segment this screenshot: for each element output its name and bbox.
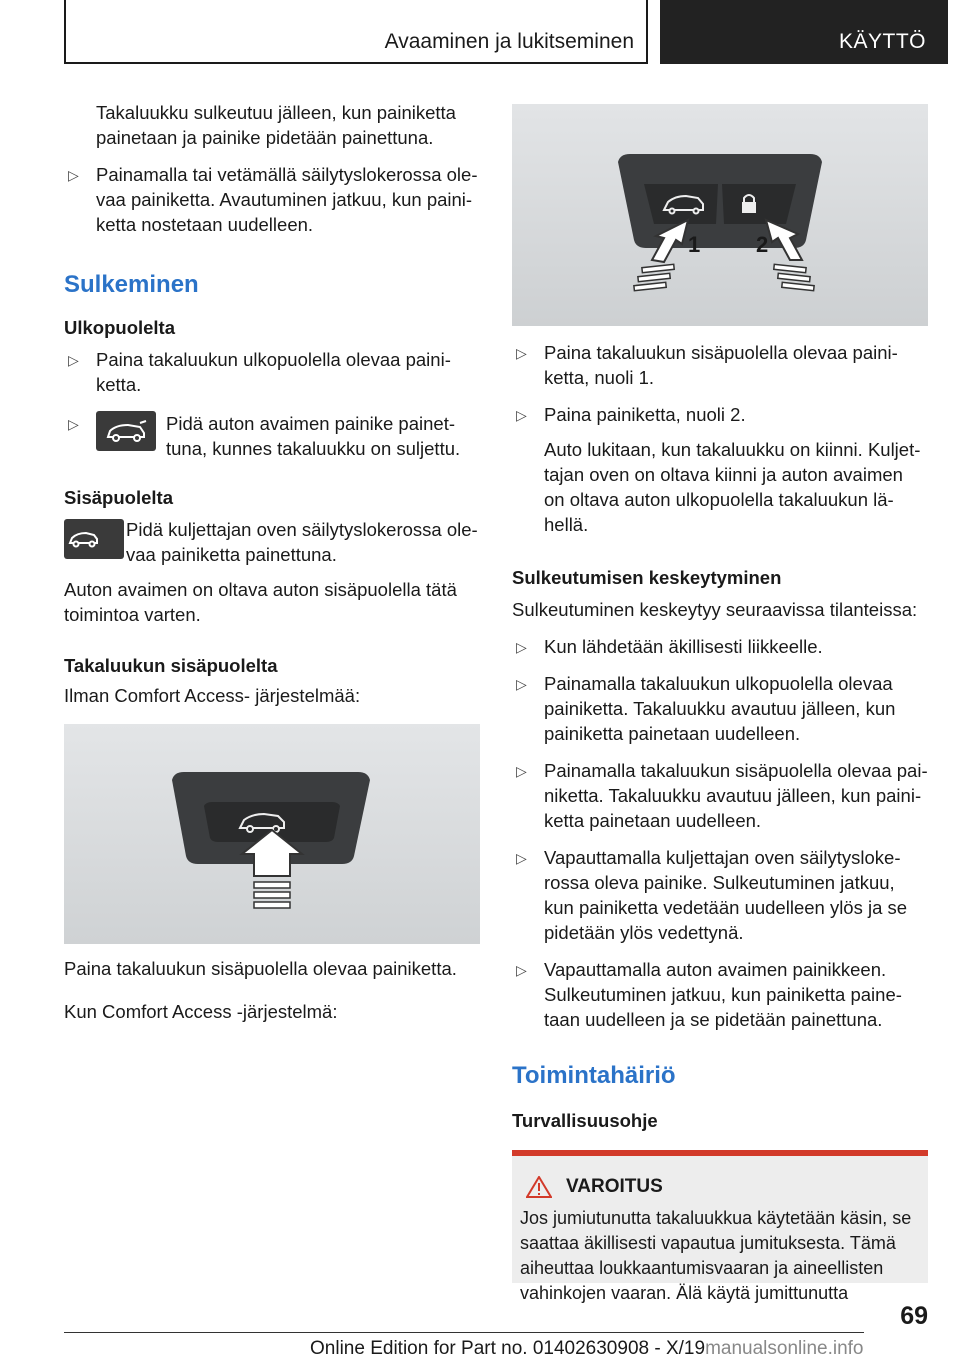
- header-chapter-title: KÄYTTÖ: [838, 30, 926, 53]
- triangle-bullet-icon: ▷: [516, 639, 527, 655]
- page-number: 69: [900, 1302, 928, 1330]
- warning-text: Jos jumiutunutta takaluukkua käytetään käsin, se saattaa äkillisesti vapautua jumituksesta. Tämä aiheuttaa loukkaantumisvaaran ja aineellisten vahinkojen vaaran. Älä käytä jumittunutta: [520, 1208, 912, 1303]
- header-section-title: Avaaminen ja lukitseminen: [384, 30, 634, 53]
- triangle-bullet-icon: ▷: [516, 345, 527, 361]
- triangle-bullet-icon: ▷: [68, 167, 79, 183]
- list-item: ▷ Paina painiketta, nuoli 2.: [512, 402, 928, 427]
- inside-note: Auton avaimen on oltava auton sisäpuolella tätä toimintoa varten.: [64, 579, 457, 625]
- right-column: [512, 104, 928, 1303]
- footer-watermark: manualsonline.info: [705, 1338, 864, 1359]
- warning-title: VAROITUS: [566, 1176, 663, 1197]
- triangle-bullet-icon: ▷: [516, 407, 527, 423]
- interrupt-intro: Sulkeutuminen keskeytyy seuraavissa tilanteissa:: [512, 599, 918, 620]
- car-trunk-button-icon: [64, 519, 124, 559]
- subheading-outside: Ulkopuolelta: [64, 317, 176, 338]
- tailgate-lock-buttons-photo: [512, 104, 928, 326]
- list-item: ▷ Painamalla takaluukun sisäpuolella olevaa painiketta. Takaluukku avautuu jälleen, kun painiketta painetaan uudelleen.: [516, 760, 928, 831]
- list-item: ▷ Painamalla takaluukun ulkopuolella olevaa painiketta. Takaluukku avautuu jälleen, kun painiketta painetaan uudelleen.: [516, 673, 896, 744]
- arrow-number-1: 1: [688, 232, 701, 257]
- with-comfort-access: Kun Comfort Access -järjestelmä:: [64, 1001, 338, 1022]
- subheading-inside: Sisäpuolelta: [64, 487, 173, 508]
- warning-box: [512, 1150, 928, 1303]
- without-comfort-access: Ilman Comfort Access- järjestelmää:: [64, 685, 361, 706]
- car-trunk-key-icon: [96, 411, 156, 451]
- list-item: ▷ Painamalla tai vetämällä säilytyslokerossa olevaa painiketta. Avautuminen jatkuu, kun painiketta nostetaan uudelleen.: [68, 164, 478, 235]
- list-item: ▷ Pidä auton avaimen painike painettuna, kunnes takaluukku on suljettu.: [68, 413, 461, 459]
- footer-edition: Online Edition for Part no. 01402630908 - X/19manualsonline.info: [310, 1338, 864, 1359]
- section-heading-malfunction: Toimintahäiriö: [512, 1062, 676, 1089]
- footer-divider: [64, 1332, 864, 1333]
- list-item: ▷ Vapauttamalla auton avaimen painikkeen. Sulkeutuminen jatkuu, kun painiketta painetaan uudelleen ja se pidetään painettuna.: [516, 959, 902, 1030]
- subheading-tailgate-inside: Takaluukun sisäpuolelta: [64, 655, 278, 676]
- triangle-bullet-icon: ▷: [68, 352, 79, 368]
- list-item: ▷ Kun lähdetään äkillisesti liikkeelle.: [512, 634, 928, 659]
- triangle-bullet-icon: ▷: [516, 962, 527, 978]
- section-heading-closing: Sulkeminen: [64, 271, 199, 298]
- intro-continuation: Takaluukku sulkeutuu jälleen, kun painiketta painetaan ja painike pidetään painettuna.: [96, 102, 456, 148]
- warning-triangle-icon: [526, 1176, 552, 1198]
- left-column: [64, 100, 480, 1024]
- lock-note: Auto lukitaan, kun takaluukku on kiinni. Kuljettajan oven on oltava kiinni ja auton avaimen on oltava auton ulkopuolella takaluukun lähellä.: [544, 439, 921, 535]
- tailgate-button-photo: [64, 724, 480, 944]
- triangle-bullet-icon: ▷: [516, 850, 527, 866]
- header-section-tab: [64, 0, 648, 64]
- arrow-number-2: 2: [756, 232, 769, 257]
- subheading-interrupt: Sulkeutumisen keskeytyminen: [512, 567, 782, 588]
- triangle-bullet-icon: ▷: [68, 416, 79, 432]
- triangle-bullet-icon: ▷: [516, 763, 527, 779]
- interrupt-list: [512, 634, 928, 1032]
- triangle-bullet-icon: ▷: [516, 676, 527, 692]
- inside-instruction: Pidä kuljettajan oven säilytyslokerossa olevaa painiketta painettuna.: [64, 517, 480, 567]
- list-item: ▷ Vapauttamalla kuljettajan oven säilytyslokerossa oleva painike. Sulkeutuminen jatkuu, kun painiketta vedetään uudelleen ylös ja se pidetään ylös vedettynä.: [516, 847, 908, 943]
- subheading-safety: Turvallisuusohje: [512, 1110, 658, 1131]
- header-chapter-tab: [660, 0, 948, 64]
- list-item: ▷ Paina takaluukun ulkopuolella olevaa painiketta.: [68, 349, 451, 395]
- list-item: ▷ Paina takaluukun sisäpuolella olevaa painiketta, nuoli 1.: [516, 342, 898, 388]
- photo-caption: Paina takaluukun sisäpuolella olevaa painiketta.: [64, 958, 457, 979]
